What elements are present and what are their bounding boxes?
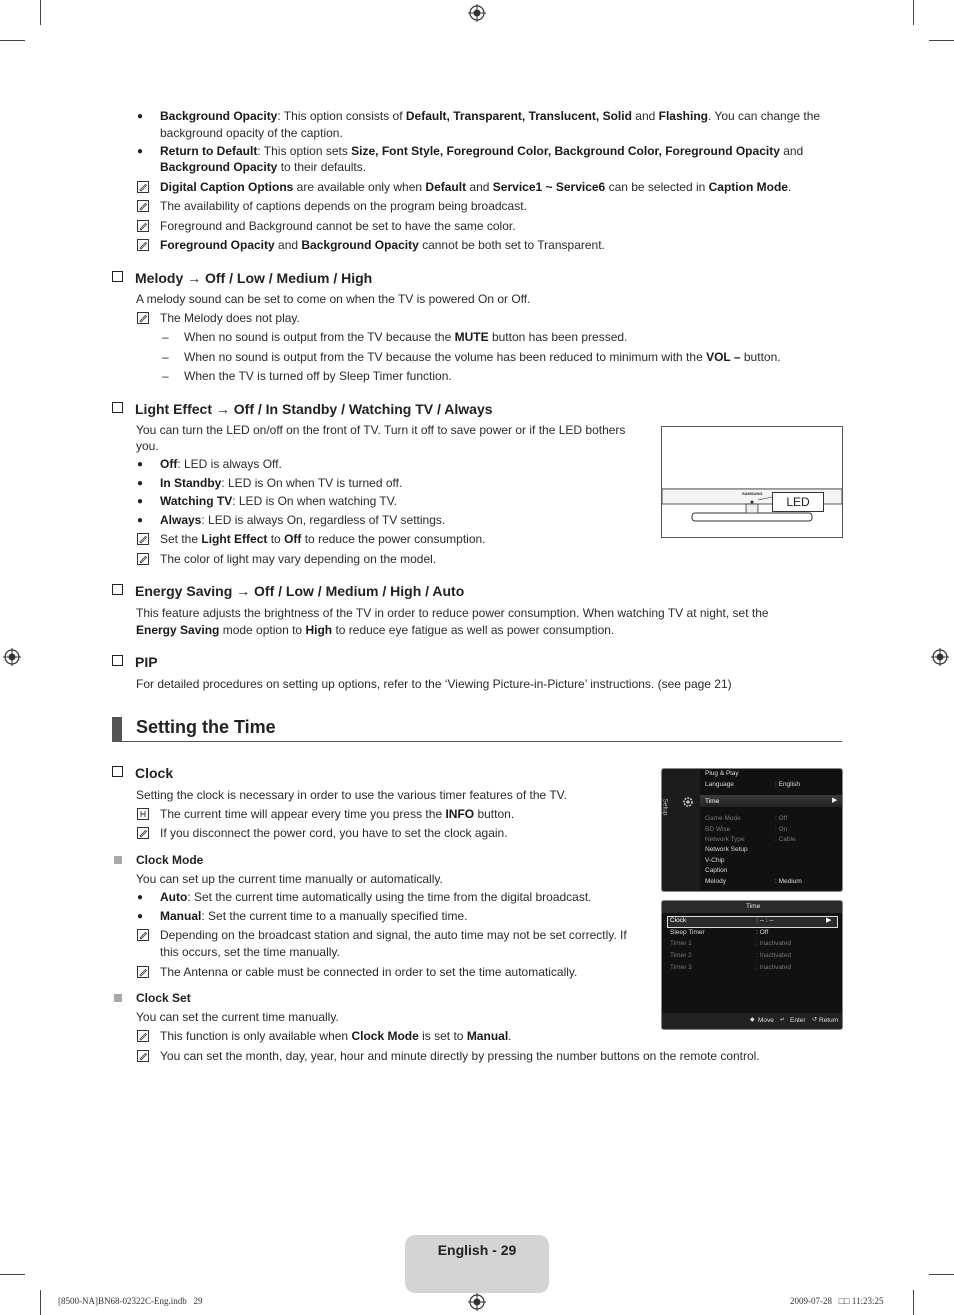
bullet-item bbox=[160, 513, 445, 528]
brand-logo: SAMSUNG bbox=[742, 491, 763, 496]
paragraph: You can set up the current time manually or automatically. bbox=[136, 872, 443, 886]
chevron-right-icon: ▶ bbox=[832, 797, 838, 804]
text: : This option consists of bbox=[277, 109, 406, 123]
text: button. bbox=[740, 350, 781, 364]
osd-row-label[interactable]: Network Type bbox=[705, 836, 745, 843]
osd-selected-row[interactable] bbox=[700, 795, 842, 807]
bullet-icon: ● bbox=[137, 111, 144, 122]
registration-mark-icon bbox=[931, 648, 949, 666]
term: Off bbox=[284, 532, 302, 546]
term: INFO bbox=[445, 807, 475, 821]
term: Default, Transparent, Translucent, Solid bbox=[405, 109, 632, 123]
term: Background Opacity bbox=[160, 109, 278, 123]
dash-icon: – bbox=[162, 350, 169, 364]
move-icon: ◆ bbox=[750, 1017, 755, 1023]
text: : Set the current time automatically using the time from the digital broadcast. bbox=[187, 890, 592, 904]
term: Light Effect bbox=[201, 532, 268, 546]
osd-row-label[interactable]: Network Setup bbox=[705, 846, 748, 853]
bullet-item bbox=[160, 476, 402, 491]
note-text: The Antenna or cable must be connected in order to set the time automatically. bbox=[160, 965, 578, 979]
bullet-icon: ● bbox=[137, 459, 144, 470]
text: mode option to bbox=[219, 623, 306, 637]
registration-mark-icon bbox=[3, 648, 21, 666]
osd-footer-return: Return bbox=[819, 1017, 839, 1024]
osd-row-label[interactable]: BD Wise bbox=[705, 826, 731, 833]
text: and bbox=[631, 109, 659, 123]
bullet-item bbox=[160, 909, 467, 924]
crop-mark bbox=[40, 0, 41, 25]
heading-text: Light Effect → Off / In Standby / Watching TV / Always bbox=[135, 401, 493, 417]
subheading-clock-set: Clock Set bbox=[136, 991, 191, 1005]
section-heading-melody bbox=[112, 270, 372, 287]
osd-row-value: : Off bbox=[775, 815, 788, 822]
osd-row-label[interactable]: Sleep Timer bbox=[670, 929, 705, 936]
text: and bbox=[466, 180, 493, 194]
bullet-icon: ● bbox=[137, 892, 144, 903]
bullet-icon: ● bbox=[137, 515, 144, 526]
term: Background Opacity bbox=[301, 238, 419, 252]
section-title-bar bbox=[112, 717, 122, 741]
osd-row-value: : Inactivated bbox=[756, 940, 792, 947]
section-heading-clock bbox=[112, 765, 173, 782]
text: Set the bbox=[160, 532, 202, 546]
osd-setup-menu bbox=[661, 768, 843, 892]
bullet-icon: ● bbox=[137, 911, 144, 922]
bullet-item bbox=[160, 109, 820, 124]
text: The current time will appear every time you press the bbox=[160, 807, 446, 821]
text: to bbox=[267, 532, 285, 546]
text: : LED is On when watching TV. bbox=[232, 494, 397, 508]
return-icon: ↺ bbox=[812, 1017, 818, 1023]
note-icon bbox=[137, 929, 149, 941]
paragraph: A melody sound can be set to come on when the TV is powered On or Off. bbox=[136, 292, 531, 306]
text: and bbox=[274, 238, 302, 252]
file-info: [8500-NA]BN68-02322C-Eng.indb 29 bbox=[58, 1296, 203, 1306]
osd-row-value: : Inactivated bbox=[756, 964, 792, 971]
osd-row-label[interactable]: Clock bbox=[670, 917, 687, 924]
note-text: The availability of captions depends on the program being broadcast. bbox=[160, 199, 527, 213]
dash-item bbox=[184, 330, 627, 345]
note-text bbox=[160, 1029, 512, 1044]
text: : LED is always Off. bbox=[177, 457, 282, 471]
text: . bbox=[508, 1029, 512, 1043]
note-icon bbox=[137, 200, 149, 212]
section-heading-light-effect bbox=[112, 401, 493, 418]
osd-row-value: : Medium bbox=[775, 878, 802, 885]
note-text bbox=[160, 180, 791, 195]
osd-row-label[interactable]: Timer 3 bbox=[670, 964, 692, 971]
crop-mark bbox=[40, 1290, 41, 1315]
note-text bbox=[160, 532, 486, 547]
note-icon bbox=[137, 220, 149, 232]
term: Digital Caption Options bbox=[160, 180, 294, 194]
osd-row-label[interactable]: Timer 2 bbox=[670, 952, 692, 959]
term: Flashing bbox=[658, 109, 708, 123]
osd-title: Time bbox=[746, 903, 761, 910]
text: . You can change the bbox=[707, 109, 821, 123]
term: Default bbox=[425, 180, 467, 194]
dash-icon: – bbox=[162, 330, 169, 344]
osd-row-value: : Off bbox=[756, 929, 769, 936]
osd-selected-row[interactable] bbox=[667, 916, 838, 928]
note-icon bbox=[137, 966, 149, 978]
bullet-item bbox=[160, 890, 592, 905]
term: Caption Mode bbox=[708, 180, 788, 194]
note-icon bbox=[137, 553, 149, 565]
checkbox-icon bbox=[112, 655, 123, 666]
crop-mark bbox=[929, 1274, 954, 1275]
note-icon bbox=[137, 1030, 149, 1042]
note-icon bbox=[137, 181, 149, 193]
crop-mark bbox=[0, 1274, 25, 1275]
paragraph bbox=[136, 623, 614, 638]
note-icon bbox=[137, 312, 149, 324]
text: : LED is always On, regardless of TV settings. bbox=[201, 513, 446, 527]
square-bullet-icon bbox=[114, 994, 122, 1002]
text: to their defaults. bbox=[277, 160, 367, 174]
text: This function is only available when bbox=[160, 1029, 352, 1043]
note-text: Depending on the broadcast station and signal, the auto time may not be set correctly. If bbox=[160, 928, 627, 942]
text: cannot be both set to Transparent. bbox=[418, 238, 605, 252]
gear-icon bbox=[682, 796, 694, 808]
dash-item bbox=[184, 369, 452, 384]
checkbox-icon bbox=[112, 584, 123, 595]
osd-time-menu bbox=[661, 900, 843, 1030]
osd-row-value: : English bbox=[775, 781, 800, 788]
paragraph: For detailed procedures on setting up options, refer to the ‘Viewing Picture-in-Picture’ instructions. (see page 21) bbox=[136, 677, 732, 691]
osd-row-value: : On bbox=[775, 826, 788, 833]
note-icon bbox=[137, 827, 149, 839]
text: are available only when bbox=[293, 180, 426, 194]
tv-illustration bbox=[662, 427, 842, 537]
text: is set to bbox=[418, 1029, 467, 1043]
term: Size, Font Style, Foreground Color, Background Color, Foreground Opacity bbox=[351, 144, 780, 158]
term: Energy Saving bbox=[136, 623, 220, 637]
osd-row-label[interactable]: Caption bbox=[705, 867, 728, 874]
text: When no sound is output from the TV because the volume has been reduced to minimum with the bbox=[184, 350, 707, 364]
term: Off bbox=[160, 457, 178, 471]
paragraph: you. bbox=[136, 439, 159, 453]
bullet-icon: ● bbox=[137, 146, 144, 157]
bullet-item-continuation bbox=[160, 160, 366, 175]
crop-mark bbox=[929, 40, 954, 41]
bullet-item-continuation: background opacity of the caption. bbox=[160, 126, 343, 140]
note-icon bbox=[137, 533, 149, 545]
note-text: You can set the month, day, year, hour and minute directly by pressing the number buttons on the remote control. bbox=[160, 1049, 760, 1063]
paragraph: This feature adjusts the brightness of the TV in order to reduce power consumption. When watching TV at night, set the bbox=[136, 606, 769, 620]
osd-footer-move: Move bbox=[758, 1017, 774, 1024]
square-bullet-icon bbox=[114, 856, 122, 864]
osd-row-label[interactable]: Plug & Play bbox=[705, 770, 739, 777]
term: Auto bbox=[160, 890, 188, 904]
term: In Standby bbox=[160, 476, 222, 490]
osd-row-value: : Cable bbox=[775, 836, 796, 843]
checkbox-icon bbox=[112, 402, 123, 413]
note-text: Foreground and Background cannot be set to have the same color. bbox=[160, 219, 516, 233]
registration-mark-icon bbox=[468, 4, 486, 22]
text: When the TV is turned off by Sleep Timer function. bbox=[184, 369, 452, 383]
osd-side-label: Setup bbox=[661, 798, 669, 816]
led-label: LED bbox=[772, 492, 824, 512]
term: Service1 ~ Service6 bbox=[492, 180, 606, 194]
term: Always bbox=[160, 513, 202, 527]
text: to reduce the power consumption. bbox=[301, 532, 486, 546]
section-heading-energy-saving bbox=[112, 583, 464, 600]
osd-footer-enter: Enter bbox=[790, 1017, 806, 1024]
crop-mark bbox=[913, 1290, 914, 1315]
osd-row-value: : -- : -- bbox=[756, 917, 774, 924]
text: : This option sets bbox=[257, 144, 352, 158]
osd-row-value: : Inactivated bbox=[756, 952, 792, 959]
paragraph: Setting the clock is necessary in order to use the various timer features of the TV. bbox=[136, 788, 567, 802]
osd-sidebar bbox=[662, 769, 700, 891]
section-title-rule bbox=[112, 741, 842, 742]
term: VOL – bbox=[706, 350, 741, 364]
note-icon bbox=[137, 1050, 149, 1062]
text: . bbox=[787, 180, 792, 194]
term: MUTE bbox=[454, 330, 489, 344]
term: Manual bbox=[160, 909, 202, 923]
note-text bbox=[160, 807, 514, 822]
bullet-item bbox=[160, 144, 803, 159]
osd-row-label[interactable]: Game Mode bbox=[705, 815, 741, 822]
enter-icon: ↵ bbox=[780, 1017, 786, 1023]
heading-text: Melody → Off / Low / Medium / High bbox=[135, 270, 373, 286]
text: : Set the current time to a manually specified time. bbox=[201, 909, 468, 923]
info-note-icon bbox=[137, 808, 149, 820]
section-title: Setting the Time bbox=[136, 717, 276, 737]
note-icon bbox=[137, 239, 149, 251]
osd-row-label[interactable]: V-Chip bbox=[705, 857, 725, 864]
text: can be selected in bbox=[605, 180, 709, 194]
chevron-right-icon: ▶ bbox=[826, 917, 832, 924]
checkbox-icon bbox=[112, 766, 123, 777]
text: button has been pressed. bbox=[488, 330, 628, 344]
term: Clock Mode bbox=[351, 1029, 419, 1043]
bullet-icon: ● bbox=[137, 478, 144, 489]
heading-text: PIP bbox=[135, 654, 158, 670]
note-text: The color of light may vary depending on the model. bbox=[160, 552, 437, 566]
checkbox-icon bbox=[112, 271, 123, 282]
tv-led-figure bbox=[661, 426, 843, 538]
text: button. bbox=[474, 807, 515, 821]
heading-text: Clock bbox=[135, 765, 174, 781]
date-info: 2009-07-28 □□ 11:23:25 bbox=[790, 1296, 884, 1306]
term: Background Opacity bbox=[160, 160, 278, 174]
paragraph: You can turn the LED on/off on the front of TV. Turn it off to save power or if the LED bothers bbox=[136, 423, 626, 437]
bullet-item bbox=[160, 494, 397, 509]
note-text-continuation: this occurs, set the time manually. bbox=[160, 945, 340, 959]
term: High bbox=[305, 623, 333, 637]
registration-mark-icon bbox=[468, 1293, 486, 1311]
heading-text: Energy Saving → Off / Low / Medium / High / Auto bbox=[135, 583, 465, 599]
text: : LED is On when TV is turned off. bbox=[221, 476, 403, 490]
osd-row-label[interactable]: Time bbox=[705, 798, 720, 805]
dash-icon: – bbox=[162, 369, 169, 383]
term: Manual bbox=[466, 1029, 509, 1043]
dash-item bbox=[184, 350, 781, 365]
osd-row-label[interactable]: Melody bbox=[705, 878, 726, 885]
text: When no sound is output from the TV because the bbox=[184, 330, 455, 344]
note-text bbox=[160, 238, 605, 253]
page-number-label: English - 29 bbox=[437, 1242, 517, 1258]
paragraph: You can set the current time manually. bbox=[136, 1010, 339, 1024]
bullet-item bbox=[160, 457, 282, 472]
term: Foreground Opacity bbox=[160, 238, 275, 252]
osd-row-label[interactable]: Timer 1 bbox=[670, 940, 692, 947]
text: to reduce eye fatigue as well as power consumption. bbox=[332, 623, 615, 637]
subheading-clock-mode: Clock Mode bbox=[136, 853, 204, 867]
note-text: The Melody does not play. bbox=[160, 311, 300, 325]
bullet-icon: ● bbox=[137, 496, 144, 507]
text: and bbox=[779, 144, 804, 158]
term: Return to Default bbox=[160, 144, 258, 158]
section-heading-pip bbox=[112, 654, 158, 671]
term: Watching TV bbox=[160, 494, 233, 508]
crop-mark bbox=[913, 0, 914, 25]
note-text: If you disconnect the power cord, you have to set the clock again. bbox=[160, 826, 508, 840]
crop-mark bbox=[0, 40, 25, 41]
osd-row-label[interactable]: Language bbox=[705, 781, 734, 788]
